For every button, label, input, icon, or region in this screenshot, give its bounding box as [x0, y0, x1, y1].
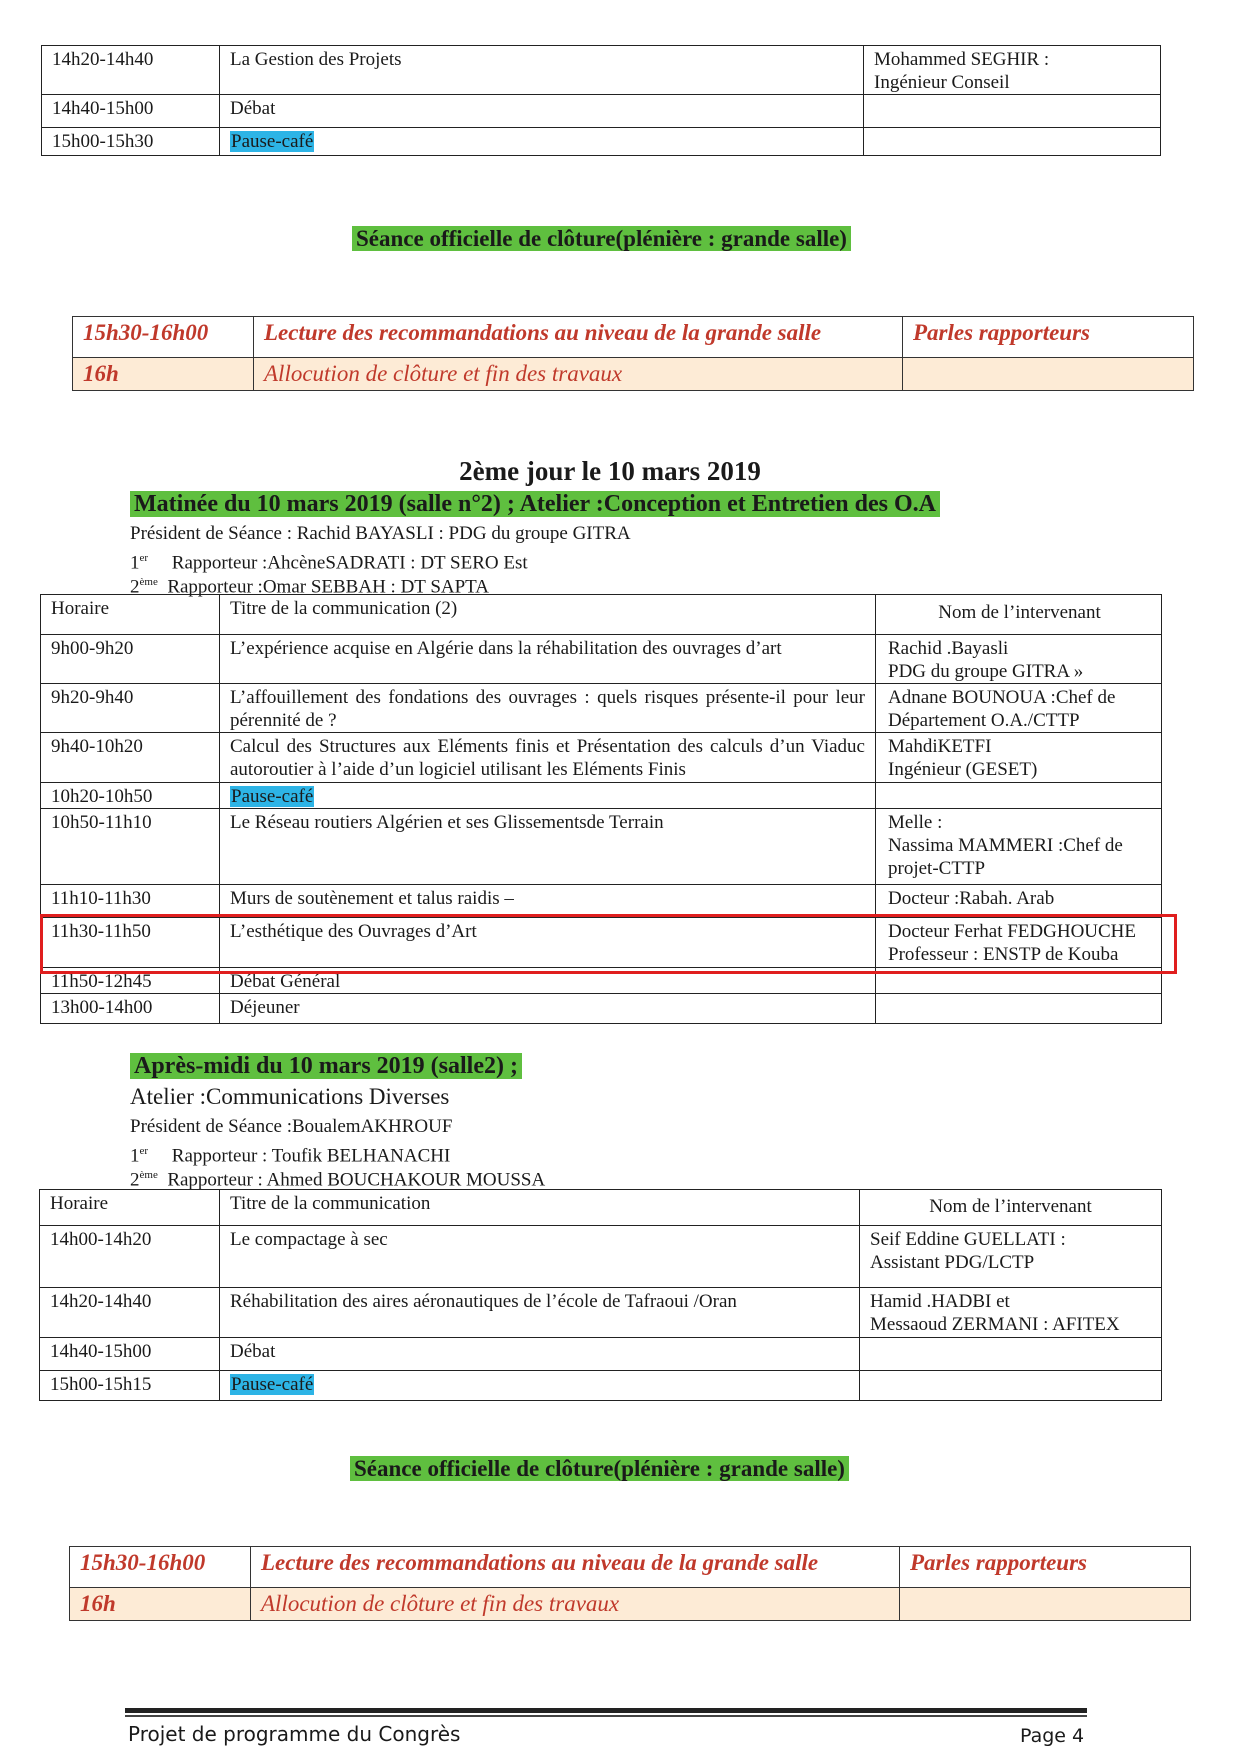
- time-cell: 15h00-15h30: [42, 128, 220, 156]
- title-cell: Allocution de clôture et fin des travaux: [251, 1588, 900, 1621]
- title-cell: Lecture des recommandations au niveau de la grande salle: [251, 1547, 900, 1588]
- time-cell: 13h00-14h00: [41, 994, 220, 1024]
- title-cell: Allocution de clôture et fin des travaux: [254, 358, 903, 391]
- time-cell: 14h20-14h40: [40, 1288, 220, 1338]
- time-cell: 10h20-10h50: [41, 783, 220, 809]
- time-cell: 11h50-12h45: [41, 968, 220, 994]
- title-cell: L’expérience acquise en Algérie dans la réhabilitation des ouvrages d’art: [220, 635, 876, 684]
- table-row: [40, 1226, 1162, 1288]
- who-cell: Parles rapporteurs: [900, 1547, 1191, 1588]
- top-schedule-table: [41, 45, 1161, 156]
- title-cell: L’affouillement des fondations des ouvrages : quels risques présente-il pour leur pérennité de ?: [220, 684, 876, 733]
- table-row: [40, 1338, 1162, 1371]
- who-cell: Parles rapporteurs: [903, 317, 1194, 358]
- speaker-cell: Hamid .HADBI et Messaoud ZERMANI : AFITEX: [860, 1288, 1162, 1338]
- header-title: Titre de la communication: [220, 1190, 860, 1226]
- table-row: [41, 783, 1162, 809]
- table-row: [40, 1288, 1162, 1338]
- morning-rapporteur-1: 1er Rapporteur :AhcèneSADRATI : DT SERO Est: [130, 552, 528, 574]
- time-cell: 15h30-16h00: [73, 317, 254, 358]
- header-title: Titre de la communication (2): [220, 595, 876, 635]
- title-cell: L’esthétique des Ouvrages d’Art: [220, 918, 876, 968]
- title-cell: Débat: [220, 95, 864, 128]
- time-cell: 11h30-11h50: [41, 918, 220, 968]
- page-number: Page 4: [1020, 1725, 1085, 1747]
- speaker-cell: [860, 1371, 1162, 1401]
- speaker-cell: Rachid .Bayasli PDG du groupe GITRA »: [876, 635, 1162, 684]
- title-cell: Débat Général: [220, 968, 876, 994]
- red-annotation-box: [40, 914, 1177, 974]
- table-header-row: [41, 595, 1162, 635]
- table-row: [42, 46, 1161, 95]
- header-time: Horaire: [40, 1190, 220, 1226]
- speaker-cell: Mohammed SEGHIR : Ingénieur Conseil: [864, 46, 1161, 95]
- title-cell: Déjeuner: [220, 994, 876, 1024]
- speaker-cell: [876, 994, 1162, 1024]
- closing-session-title: Séance officielle de clôture(plénière : grande salle): [352, 226, 851, 252]
- time-cell: 9h00-9h20: [41, 635, 220, 684]
- time-cell: 14h40-15h00: [42, 95, 220, 128]
- closing-table: [69, 1546, 1191, 1621]
- afternoon-schedule-table: [39, 1189, 1162, 1401]
- day-title: 2ème jour le 10 mars 2019: [459, 456, 761, 486]
- table-row: [70, 1588, 1191, 1621]
- speaker-cell: Melle : Nassima MAMMERI :Chef de projet-CTTP: [876, 809, 1162, 885]
- speaker-cell: MahdiKETFI Ingénieur (GESET): [876, 733, 1162, 783]
- footer-title: Projet de programme du Congrès: [128, 1722, 461, 1746]
- table-row: [70, 1547, 1191, 1588]
- pause-cafe-label: Pause-café: [231, 131, 314, 152]
- afternoon-rapporteur-2: 2ème Rapporteur : Ahmed BOUCHAKOUR MOUSSA: [130, 1169, 546, 1191]
- title-cell: Le Réseau routiers Algérien et ses Glissementsde Terrain: [220, 809, 876, 885]
- title-cell: Murs de soutènement et talus raidis –: [220, 885, 876, 918]
- speaker-cell: Seif Eddine GUELLATI : Assistant PDG/LCTP: [860, 1226, 1162, 1288]
- title-cell: Réhabilitation des aires aéronautiques de l’école de Tafraoui /Oran: [220, 1288, 860, 1338]
- speaker-cell: [876, 783, 1162, 809]
- time-cell: 11h10-11h30: [41, 885, 220, 918]
- who-cell: [900, 1588, 1191, 1621]
- title-cell: [220, 1371, 860, 1401]
- closing-table: [72, 316, 1194, 391]
- title-cell: Le compactage à sec: [220, 1226, 860, 1288]
- header-speaker: Nom de l’intervenant: [876, 595, 1162, 635]
- time-cell: 14h00-14h20: [40, 1226, 220, 1288]
- time-cell: 16h: [70, 1588, 251, 1621]
- title-cell: La Gestion des Projets: [220, 46, 864, 95]
- table-row: [41, 994, 1162, 1024]
- table-row: [41, 635, 1162, 684]
- title-cell: [220, 128, 864, 156]
- speaker-cell: [860, 1338, 1162, 1371]
- pause-cafe-label: Pause-café: [231, 786, 314, 807]
- title-cell: Lecture des recommandations au niveau de la grande salle: [254, 317, 903, 358]
- time-cell: 10h50-11h10: [41, 809, 220, 885]
- table-row: [41, 733, 1162, 783]
- title-cell: [220, 783, 876, 809]
- table-row: [41, 684, 1162, 733]
- speaker-cell: Adnane BOUNOUA :Chef de Département O.A./CTTP: [876, 684, 1162, 733]
- table-row: [73, 317, 1194, 358]
- who-cell: [903, 358, 1194, 391]
- footer-rule: [125, 1708, 1087, 1713]
- header-speaker: Nom de l’intervenant: [860, 1190, 1162, 1226]
- pause-cafe-label: Pause-café: [231, 1374, 314, 1395]
- speaker-cell: Docteur :Rabah. Arab: [876, 885, 1162, 918]
- speaker-cell: [864, 95, 1161, 128]
- speaker-cell: Docteur Ferhat FEDGHOUCHE Professeur : ENSTP de Kouba: [876, 918, 1162, 968]
- afternoon-session-title: Après-midi du 10 mars 2019 (salle2) ;: [130, 1053, 522, 1080]
- morning-president: Président de Séance : Rachid BAYASLI : PDG du groupe GITRA: [130, 523, 631, 544]
- title-cell: Débat: [220, 1338, 860, 1371]
- afternoon-president: Président de Séance :BoualemAKHROUF: [130, 1116, 453, 1137]
- time-cell: 9h20-9h40: [41, 684, 220, 733]
- table-header-row: [40, 1190, 1162, 1226]
- table-row: [40, 1371, 1162, 1401]
- closing-session-title: Séance officielle de clôture(plénière : grande salle): [350, 1456, 849, 1482]
- table-row: [42, 95, 1161, 128]
- table-row: [41, 809, 1162, 885]
- afternoon-atelier: Atelier :Communications Diverses: [130, 1084, 450, 1109]
- title-cell: Calcul des Structures aux Eléments finis et Présentation des calculs d’un Viaduc autoroutier à l’aide d’un logiciel utilisant les Eléments Finis: [220, 733, 876, 783]
- header-time: Horaire: [41, 595, 220, 635]
- time-cell: 15h30-16h00: [70, 1547, 251, 1588]
- table-row: [73, 358, 1194, 391]
- time-cell: 16h: [73, 358, 254, 391]
- afternoon-rapporteur-1: 1er Rapporteur : Toufik BELHANACHI: [130, 1145, 451, 1167]
- time-cell: 9h40-10h20: [41, 733, 220, 783]
- time-cell: 15h00-15h15: [40, 1371, 220, 1401]
- morning-rapporteur-2: 2ème Rapporteur :Omar SEBBAH : DT SAPTA: [130, 576, 489, 598]
- table-row: [41, 885, 1162, 918]
- footer-rule-thin: [125, 1715, 1087, 1717]
- table-row: [42, 128, 1161, 156]
- time-cell: 14h20-14h40: [42, 46, 220, 95]
- time-cell: 14h40-15h00: [40, 1338, 220, 1371]
- morning-session-title: Matinée du 10 mars 2019 (salle n°2) ; Atelier :Conception et Entretien des O.A: [130, 491, 940, 518]
- speaker-cell: [864, 128, 1161, 156]
